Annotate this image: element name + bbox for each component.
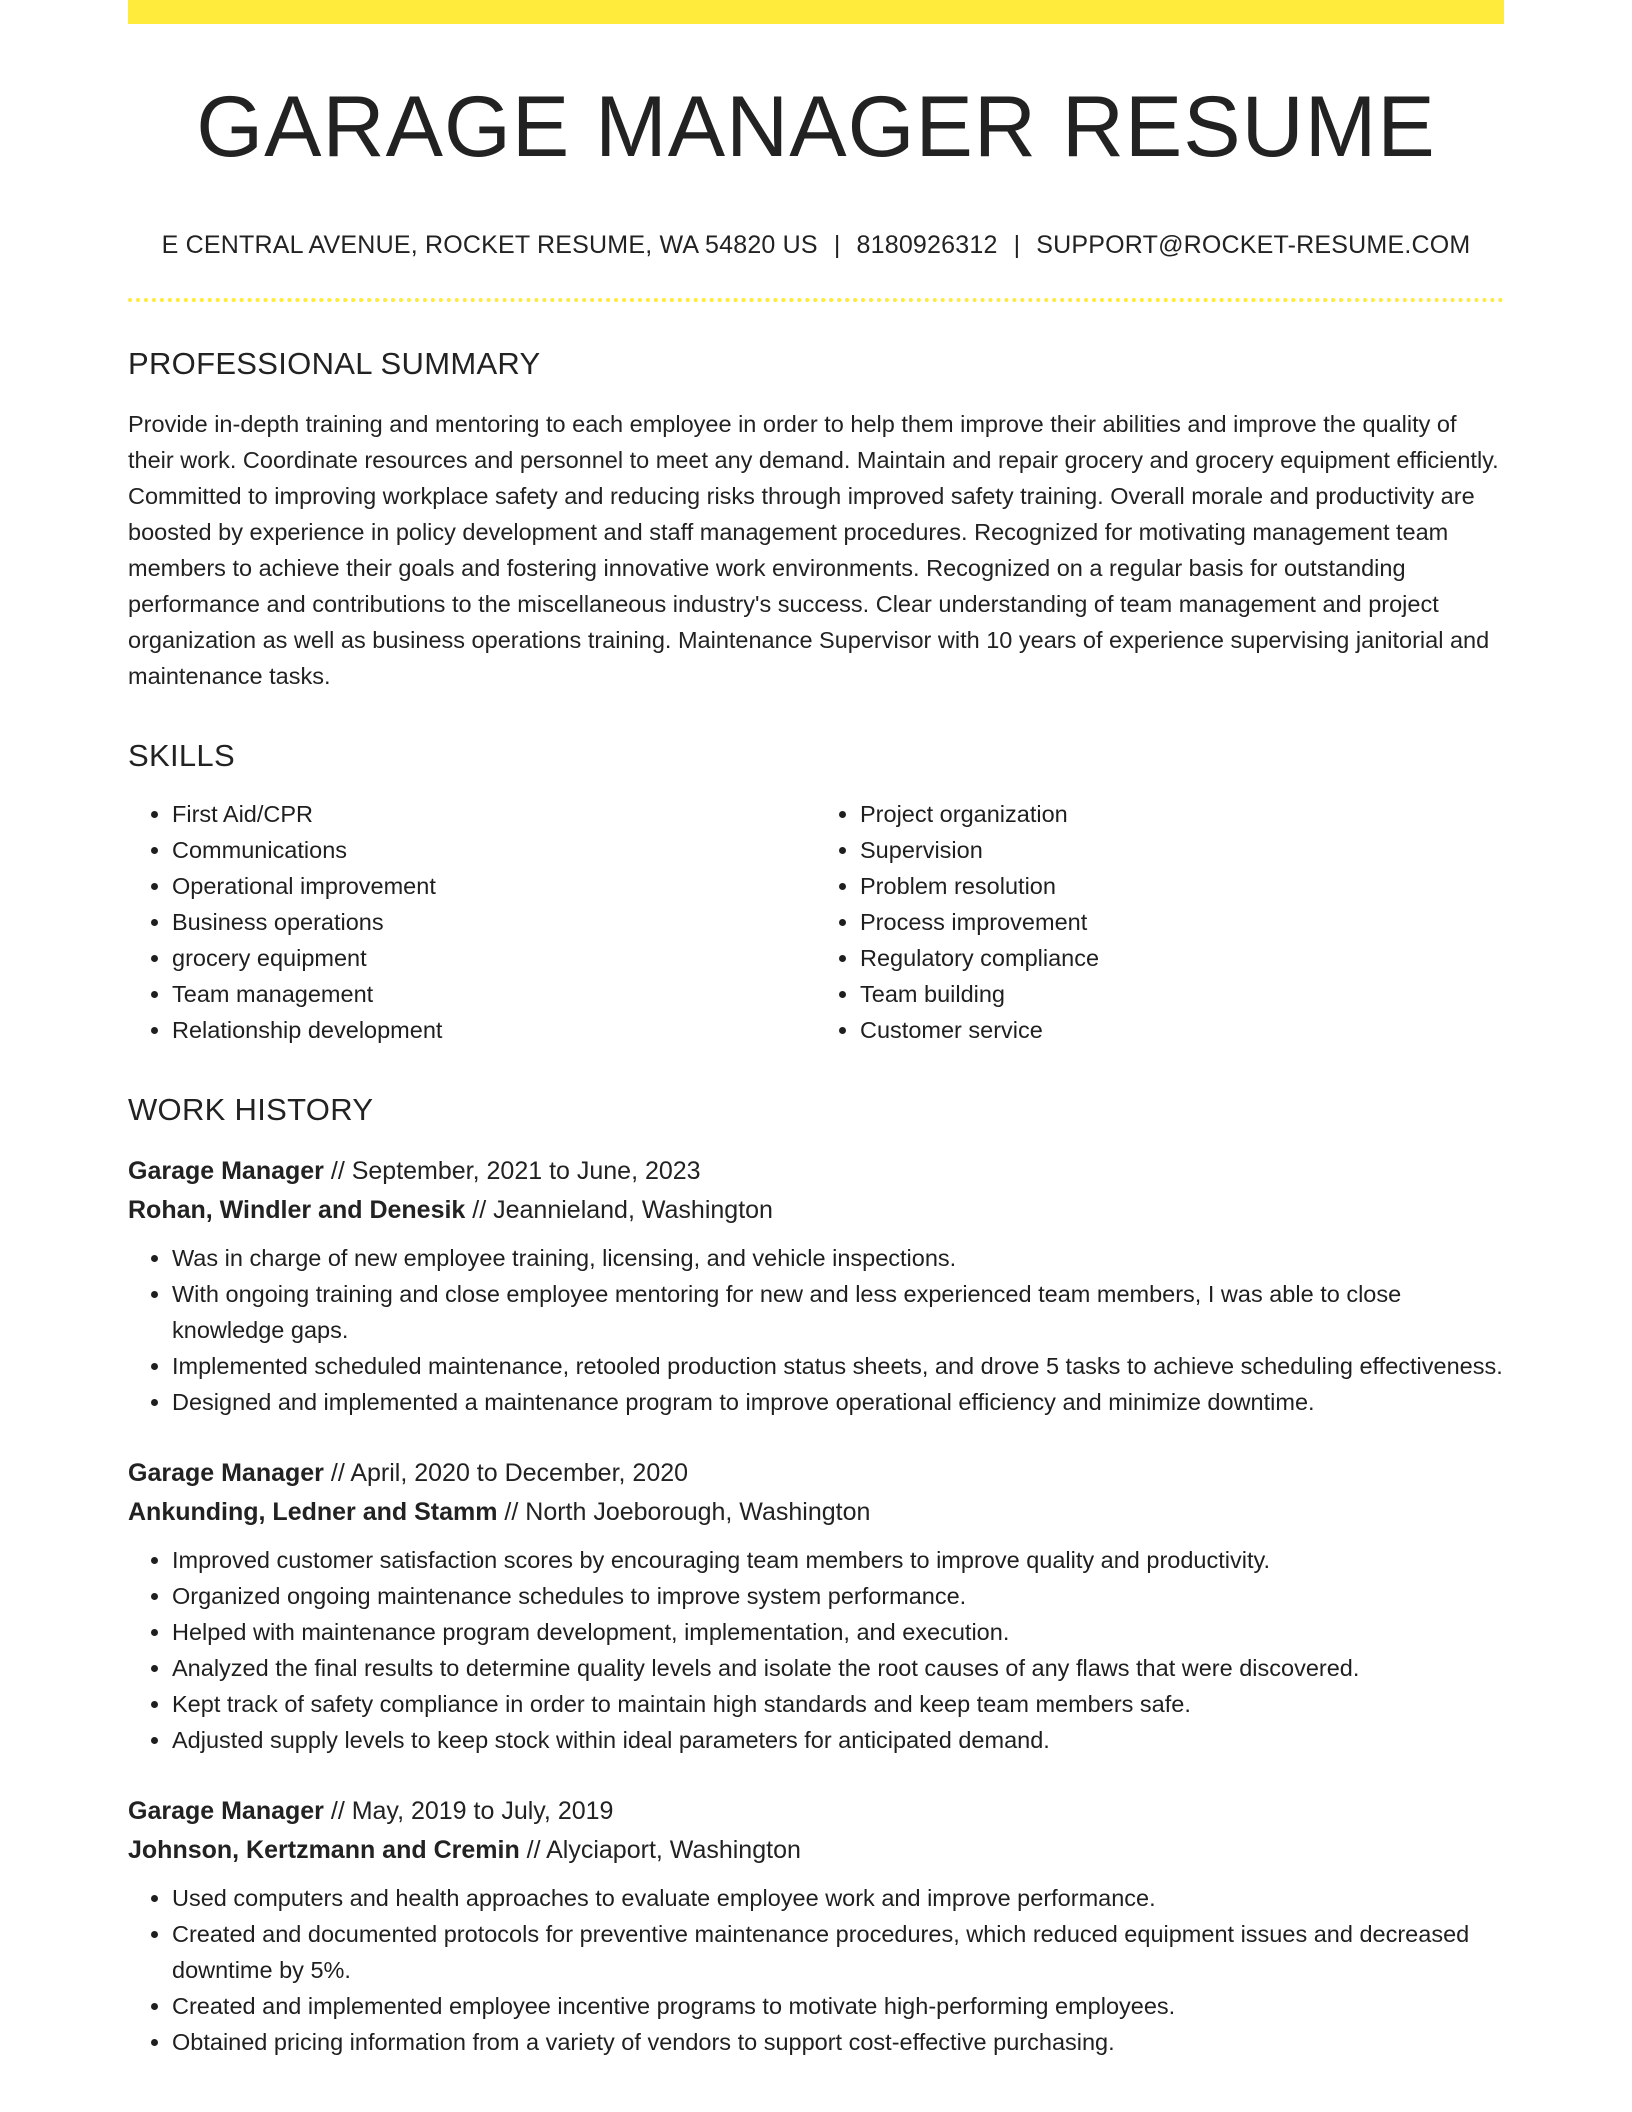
skill-item: • Project organization <box>860 796 1504 832</box>
job-bullets <box>128 1880 1504 2060</box>
job-bullet: • Used computers and health approaches to evaluate employee work and improve performance. <box>172 1880 1504 1916</box>
job-bullet: • Obtained pricing information from a variety of vendors to support cost-effective purchasing. <box>172 2024 1504 2060</box>
skill-item: • Communications <box>172 832 816 868</box>
skills-heading: SKILLS <box>128 737 235 773</box>
skill-item: • grocery equipment <box>172 940 816 976</box>
job-company: Ankunding, Ledner and Stamm <box>128 1497 498 1526</box>
job-dates: // May, 2019 to July, 2019 <box>323 1796 614 1825</box>
skill-item: • Operational improvement <box>172 868 816 904</box>
job-title: Garage Manager <box>128 1458 324 1487</box>
job-location: // Jeannieland, Washington <box>465 1195 773 1224</box>
job-bullets <box>128 1240 1504 1420</box>
job-company: Johnson, Kertzmann and Cremin <box>128 1835 520 1864</box>
job-company-line <box>128 1493 1504 1532</box>
skill-item: • Regulatory compliance <box>860 940 1504 976</box>
skill-item: • First Aid/CPR <box>172 796 816 832</box>
job-title-line <box>128 1454 1504 1493</box>
job-bullet: • Organized ongoing maintenance schedules to improve system performance. <box>172 1578 1504 1614</box>
job-bullet: • Improved customer satisfaction scores by encouraging team members to improve quality and productivity. <box>172 1542 1504 1578</box>
job-bullet: • Kept track of safety compliance in order to maintain high standards and keep team members safe. <box>172 1686 1504 1722</box>
job-bullet: • Created and documented protocols for preventive maintenance procedures, which reduced equipment issues and decreased downtime by 5%. <box>172 1916 1504 1988</box>
job-title: Garage Manager <box>128 1156 324 1185</box>
contact-address: E CENTRAL AVENUE, ROCKET RESUME, WA 54820 US <box>161 230 818 259</box>
job-bullet: • Was in charge of new employee training, licensing, and vehicle inspections. <box>172 1240 1504 1276</box>
skill-item: • Team management <box>172 976 816 1012</box>
job-bullet: • Analyzed the final results to determine quality levels and isolate the root causes of any flaws that were discovered. <box>172 1650 1504 1686</box>
skill-item: • Customer service <box>860 1012 1504 1048</box>
skills-column-left <box>128 796 816 1048</box>
job-dates: // April, 2020 to December, 2020 <box>323 1458 689 1487</box>
skills-list <box>128 796 1504 1048</box>
skills-column-right <box>816 796 1504 1048</box>
job-bullet: • With ongoing training and close employee mentoring for new and less experienced team members, I was able to close knowledge gaps. <box>172 1276 1504 1348</box>
job-entry <box>128 1792 1504 2060</box>
job-company-line <box>128 1191 1504 1230</box>
job-bullet: • Implemented scheduled maintenance, retooled production status sheets, and drove 5 tasks to achieve scheduling effectiveness. <box>172 1348 1504 1384</box>
skill-item: • Business operations <box>172 904 816 940</box>
contact-phone: 8180926312 <box>856 230 998 259</box>
header-divider <box>128 298 1504 302</box>
resume-title: GARAGE MANAGER RESUME <box>196 79 1436 175</box>
summary-text: Provide in-depth training and mentoring to each employee in order to help them improve their abilities and improve the quality of their work. Coordinate resources and personnel to meet any demand. Maintain and repair grocery and grocery equipment efficiently. Committed to improving workplace safety and reducing risks through improved safety training. Overall morale and productivity are boosted by experience in policy development and staff management procedures. Recognized for motivating management team members to achieve their goals and fostering innovative work environments. Recognized on a regular basis for outstanding performance and contributions to the miscellaneous industry's success. Clear understanding of team management and project organization as well as business operations training. Maintenance Supervisor with 10 years of experience supervising janitorial and maintenance tasks. <box>128 410 1499 689</box>
job-entry <box>128 1152 1504 1420</box>
job-location: // North Joeborough, Washington <box>497 1497 871 1526</box>
resume-page <box>128 0 1504 2060</box>
job-title-line <box>128 1792 1504 1831</box>
contact-line <box>128 231 1504 260</box>
work-history-heading: WORK HISTORY <box>128 1091 374 1127</box>
summary-heading: PROFESSIONAL SUMMARY <box>128 345 541 381</box>
job-company-line <box>128 1831 1504 1870</box>
contact-separator: | <box>1013 230 1021 259</box>
job-title-line <box>128 1152 1504 1191</box>
skill-item: • Process improvement <box>860 904 1504 940</box>
job-bullet: • Designed and implemented a maintenance program to improve operational efficiency and minimize downtime. <box>172 1384 1504 1420</box>
job-title: Garage Manager <box>128 1796 324 1825</box>
skill-item: • Team building <box>860 976 1504 1012</box>
skill-item: • Problem resolution <box>860 868 1504 904</box>
job-company: Rohan, Windler and Denesik <box>128 1195 466 1224</box>
job-entry <box>128 1454 1504 1758</box>
skill-item: • Relationship development <box>172 1012 816 1048</box>
job-location: // Alyciaport, Washington <box>519 1835 801 1864</box>
contact-separator: | <box>833 230 841 259</box>
skill-item: • Supervision <box>860 832 1504 868</box>
contact-email: SUPPORT@ROCKET-RESUME.COM <box>1036 230 1471 259</box>
accent-bar <box>128 0 1504 24</box>
job-dates: // September, 2021 to June, 2023 <box>323 1156 701 1185</box>
job-bullet: • Created and implemented employee incentive programs to motivate high-performing employees. <box>172 1988 1504 2024</box>
job-bullet: • Adjusted supply levels to keep stock within ideal parameters for anticipated demand. <box>172 1722 1504 1758</box>
job-bullet: • Helped with maintenance program development, implementation, and execution. <box>172 1614 1504 1650</box>
job-bullets <box>128 1542 1504 1758</box>
